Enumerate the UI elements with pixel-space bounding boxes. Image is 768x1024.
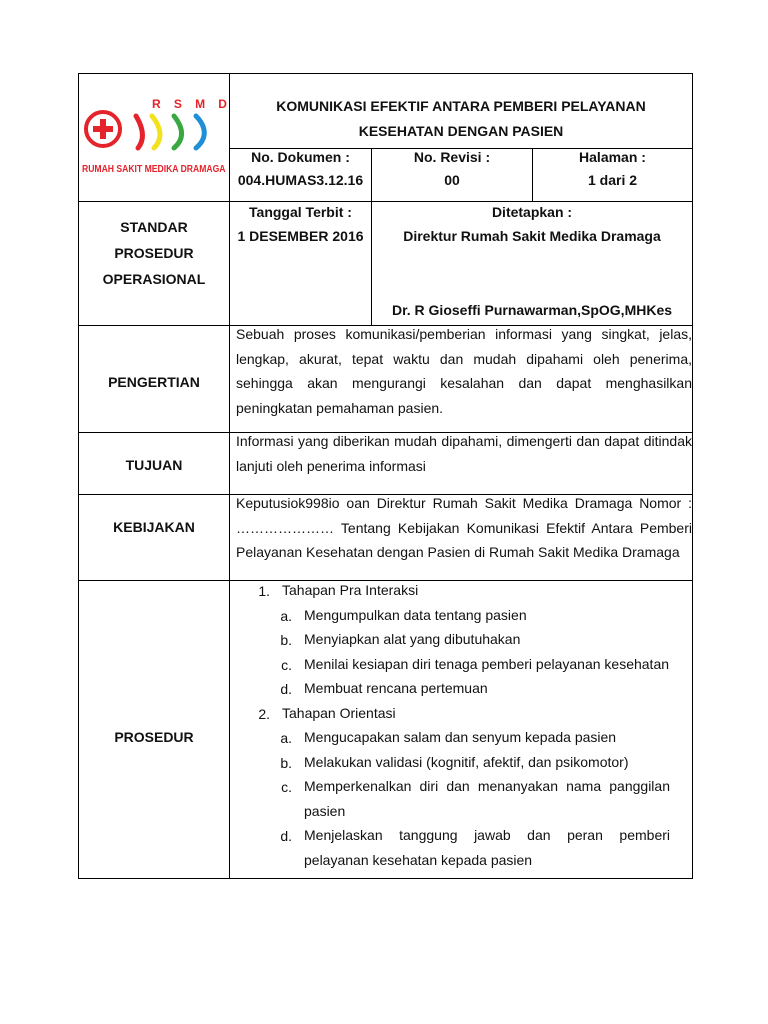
logo-letter: D xyxy=(218,97,228,111)
kebijakan-line: Pelayanan Kesehatan dengan Pasien di Rumah Sakit Medika Dramaga xyxy=(236,544,680,560)
doc-number-label: No. Dokumen : xyxy=(251,149,350,165)
pengertian-label: PENGERTIAN xyxy=(108,374,200,390)
item-letter: a. xyxy=(280,608,292,624)
sop-label xyxy=(79,214,229,292)
document-title-line-2: KESEHATAN DENGAN PASIEN xyxy=(358,123,564,139)
logo-letters xyxy=(152,97,228,111)
pengertian-line: peningkatan pemahaman pasien. xyxy=(236,399,444,416)
logo-letter: R xyxy=(152,97,162,111)
tujuan-line: lanjuti oleh penerima informasi xyxy=(236,457,426,474)
revision-label: No. Revisi : xyxy=(413,149,491,165)
row-divider xyxy=(78,201,693,202)
pengertian-line: lengkap, akurat, tepat waktu dan mudah dipahami oleh penerima, xyxy=(236,350,692,367)
page-label: Halaman : xyxy=(579,149,646,165)
revision-value: 00 xyxy=(444,172,460,188)
procedure-item: Memperkenalkan diri dan menanyakan nama panggilan xyxy=(304,778,670,794)
tujuan-label: TUJUAN xyxy=(125,457,183,473)
item-letter: c. xyxy=(281,657,292,673)
sop-label-line: PROSEDUR xyxy=(114,245,194,261)
item-letter: a. xyxy=(280,730,292,746)
item-letter: c. xyxy=(281,779,292,795)
logo-hospital-name: RUMAH SAKIT MEDIKA DRAMAGA xyxy=(82,164,226,175)
procedure-item: Mengucapakan salam dan senyum kepada pasien xyxy=(304,729,617,745)
procedure-item: Menilai kesiapan diri tenaga pemberi pelayanan kesehatan xyxy=(304,656,670,672)
sop-label-line: OPERASIONAL xyxy=(102,271,206,287)
kebijakan-text xyxy=(236,491,692,565)
kebijakan-label: KEBIJAKAN xyxy=(113,519,195,535)
table-border-top xyxy=(78,73,693,74)
table-border-left xyxy=(78,73,79,879)
doc-number-value: 004.HUMAS3.12.16 xyxy=(237,172,364,188)
procedure-item: Menjelaskan tanggung jawab dan peran pemberi xyxy=(304,827,670,843)
item-letter: b. xyxy=(280,755,292,771)
step-title: Tahapan Pra Interaksi xyxy=(282,582,419,598)
issue-date-label: Tanggal Terbit : xyxy=(249,204,352,220)
hospital-logo xyxy=(82,96,228,182)
established-label: Ditetapkan : xyxy=(491,204,573,220)
pengertian-text xyxy=(236,322,692,420)
tujuan-line: Informasi yang diberikan mudah dipahami, dimengerti dan dapat ditindak xyxy=(236,433,692,449)
procedure-item: Membuat rencana pertemuan xyxy=(304,680,488,696)
item-letter: d. xyxy=(280,681,292,697)
signatory-name: Dr. R Gioseffi Purnawarman,SpOG,MHKes xyxy=(391,302,673,318)
established-by: Direktur Rumah Sakit Medika Dramaga xyxy=(403,228,661,244)
issue-date-value: 1 DESEMBER 2016 xyxy=(237,228,364,244)
step-number: 1. xyxy=(258,583,270,599)
procedure-item: Mengumpulkan data tentang pasien xyxy=(304,607,527,623)
procedure-item-continued: pelayanan kesehatan kepada pasien xyxy=(304,852,533,868)
kebijakan-line: ………………… Tentang Kebijakan Komunikasi Efektif Antara Pemberi xyxy=(236,519,692,536)
kebijakan-line: Keputusiok998io oan Direktur Rumah Sakit Medika Dramaga Nomor : xyxy=(236,495,692,511)
prosedur-label: PROSEDUR xyxy=(114,729,194,745)
table-border-right xyxy=(692,73,693,879)
logo-letter: S xyxy=(173,97,183,111)
document-title-line-1: KOMUNIKASI EFEKTIF ANTARA PEMBERI PELAYANAN xyxy=(276,98,646,114)
table-border-bottom xyxy=(78,878,693,879)
procedure-item-continued: pasien xyxy=(304,803,346,819)
logo-letter: M xyxy=(195,97,207,111)
procedure-item: Melakukan validasi (kognitif, afektif, dan psikomotor) xyxy=(304,754,629,770)
sop-label-line: STANDAR xyxy=(120,219,188,235)
pengertian-line: Sebuah proses komunikasi/pemberian informasi yang singkat, jelas, xyxy=(236,326,692,342)
tujuan-text xyxy=(236,429,692,478)
item-letter: b. xyxy=(280,632,292,648)
procedure-item: Menyiapkan alat yang dibutuhakan xyxy=(304,631,521,647)
pengertian-line: sehingga akan mengurangi kesalahan dan dapat menghasilkan xyxy=(236,375,692,391)
step-number: 2. xyxy=(258,706,270,722)
column-divider xyxy=(229,73,230,879)
page-value: 1 dari 2 xyxy=(587,172,638,188)
step-title: Tahapan Orientasi xyxy=(282,705,396,721)
item-letter: d. xyxy=(280,828,292,844)
